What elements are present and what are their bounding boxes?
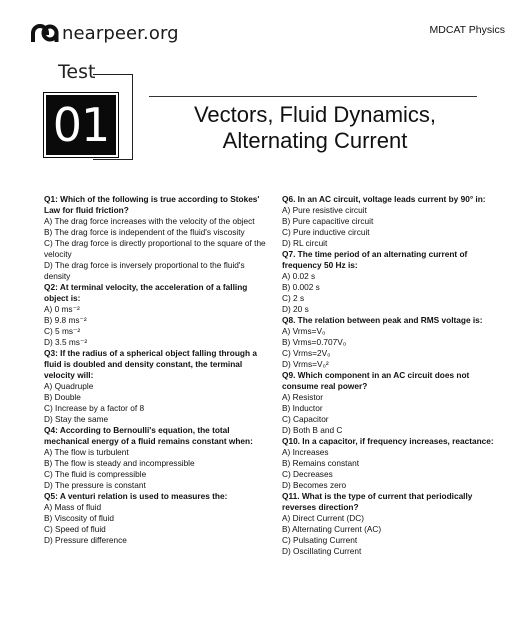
option: C) 2 s	[282, 293, 305, 303]
questions-left-column	[44, 194, 272, 546]
option: C) Increase by a factor of 8	[44, 403, 145, 413]
option: B) Alternating Current (AC)	[282, 524, 382, 534]
option: A) Pure resistive circuit	[282, 205, 367, 215]
option: B) Remains constant	[282, 458, 360, 468]
title-line-2: Alternating Current	[222, 128, 408, 153]
option: B) The drag force is independent of the fluid's viscosity	[44, 227, 245, 237]
question-text: Q7. The time period of an alternating current of frequency 50 Hz is:	[282, 249, 468, 270]
option: A) Direct Current (DC)	[282, 513, 365, 523]
question-text: Q5: A venturi relation is used to measures the:	[44, 491, 228, 501]
nearpeer-logo[interactable]	[29, 22, 179, 44]
option: C) Pulsating Current	[282, 535, 358, 545]
option: C) Speed of fluid	[44, 524, 106, 534]
question-block	[44, 194, 272, 282]
logo-text: nearpeer.org	[62, 23, 179, 44]
test-label: Test	[58, 61, 96, 83]
option: B) Inductor	[282, 403, 323, 413]
question-text: Q2: At terminal velocity, the acceleration of a falling object is:	[44, 282, 248, 303]
question-text: Q3: If the radius of a spherical object falling through a fluid is doubled and density constant, the terminal velocity will:	[44, 348, 257, 380]
option: B) 9.8 ms⁻²	[44, 315, 87, 325]
option: B) 0.002 s	[282, 282, 320, 292]
test-title	[140, 102, 490, 154]
option: A) Resistor	[282, 392, 324, 402]
question-text: Q9. Which component in an AC circuit does not consume real power?	[282, 370, 470, 391]
option: A) 0 ms⁻²	[44, 304, 80, 314]
question-text: Q10. In a capacitor, if frequency increases, reactance:	[282, 436, 494, 446]
questions-right-column	[282, 194, 494, 557]
option: C) Pure inductive circuit	[282, 227, 370, 237]
option: D) Oscillating Current	[282, 546, 362, 556]
option: D) Becomes zero	[282, 480, 347, 490]
option: A) Increases	[282, 447, 329, 457]
option: B) The flow is steady and incompressible	[44, 458, 195, 468]
option: A) Quadruple	[44, 381, 94, 391]
question-text: Q8. The relation between peak and RMS voltage is:	[282, 315, 483, 325]
option: A) Vrms=V₀	[282, 326, 326, 336]
question-block	[282, 194, 494, 249]
option: D) RL circuit	[282, 238, 328, 248]
question-block	[44, 282, 272, 348]
question-block	[282, 315, 494, 370]
option: B) Pure capacitive circuit	[282, 216, 374, 226]
option: A) Mass of fluid	[44, 502, 102, 512]
option: B) Vrms=0.707V₀	[282, 337, 347, 347]
option: D) Vrms=V₀²	[282, 359, 329, 369]
option: C) 5 ms⁻²	[44, 326, 81, 336]
option: B) Viscosity of fluid	[44, 513, 114, 523]
question-block	[282, 436, 494, 491]
test-number: 01	[44, 93, 118, 157]
option: D) 20 s	[282, 304, 309, 314]
option: C) Decreases	[282, 469, 333, 479]
option: D) Stay the same	[44, 414, 109, 424]
option: C) The drag force is directly proportional to the square of the velocity	[44, 238, 266, 259]
option: D) Pressure difference	[44, 535, 127, 545]
nearpeer-logo-icon	[29, 22, 59, 44]
question-block	[282, 249, 494, 315]
question-block	[282, 491, 494, 557]
question-block	[44, 425, 272, 491]
question-text: Q1: Which of the following is true according to Stokes' Law for fluid friction?	[44, 194, 260, 215]
title-divider	[149, 96, 477, 97]
option: C) Capacitor	[282, 414, 329, 424]
question-text: Q6. In an AC circuit, voltage leads current by 90° in:	[282, 194, 486, 204]
option: A) The flow is turbulent	[44, 447, 129, 457]
option: A) The drag force increases with the velocity of the object	[44, 216, 255, 226]
option: D) Both B and C	[282, 425, 343, 435]
question-block	[44, 348, 272, 425]
option: A) 0.02 s	[282, 271, 316, 281]
option: C) Vrms=2V₀	[282, 348, 331, 358]
subject-label: MDCAT Physics	[429, 24, 505, 36]
option: B) Double	[44, 392, 81, 402]
title-line-1: Vectors, Fluid Dynamics,	[193, 102, 437, 127]
question-text: Q4: According to Bernoulli's equation, the total mechanical energy of a fluid remains constant when:	[44, 425, 253, 446]
question-block	[282, 370, 494, 436]
option: C) The fluid is compressible	[44, 469, 147, 479]
option: D) The pressure is constant	[44, 480, 146, 490]
question-block	[44, 491, 272, 546]
option: D) 3.5 ms⁻²	[44, 337, 88, 347]
question-text: Q11. What is the type of current that periodically reverses direction?	[282, 491, 473, 512]
option: D) The drag force is inversely proportional to the fluid's density	[44, 260, 245, 281]
